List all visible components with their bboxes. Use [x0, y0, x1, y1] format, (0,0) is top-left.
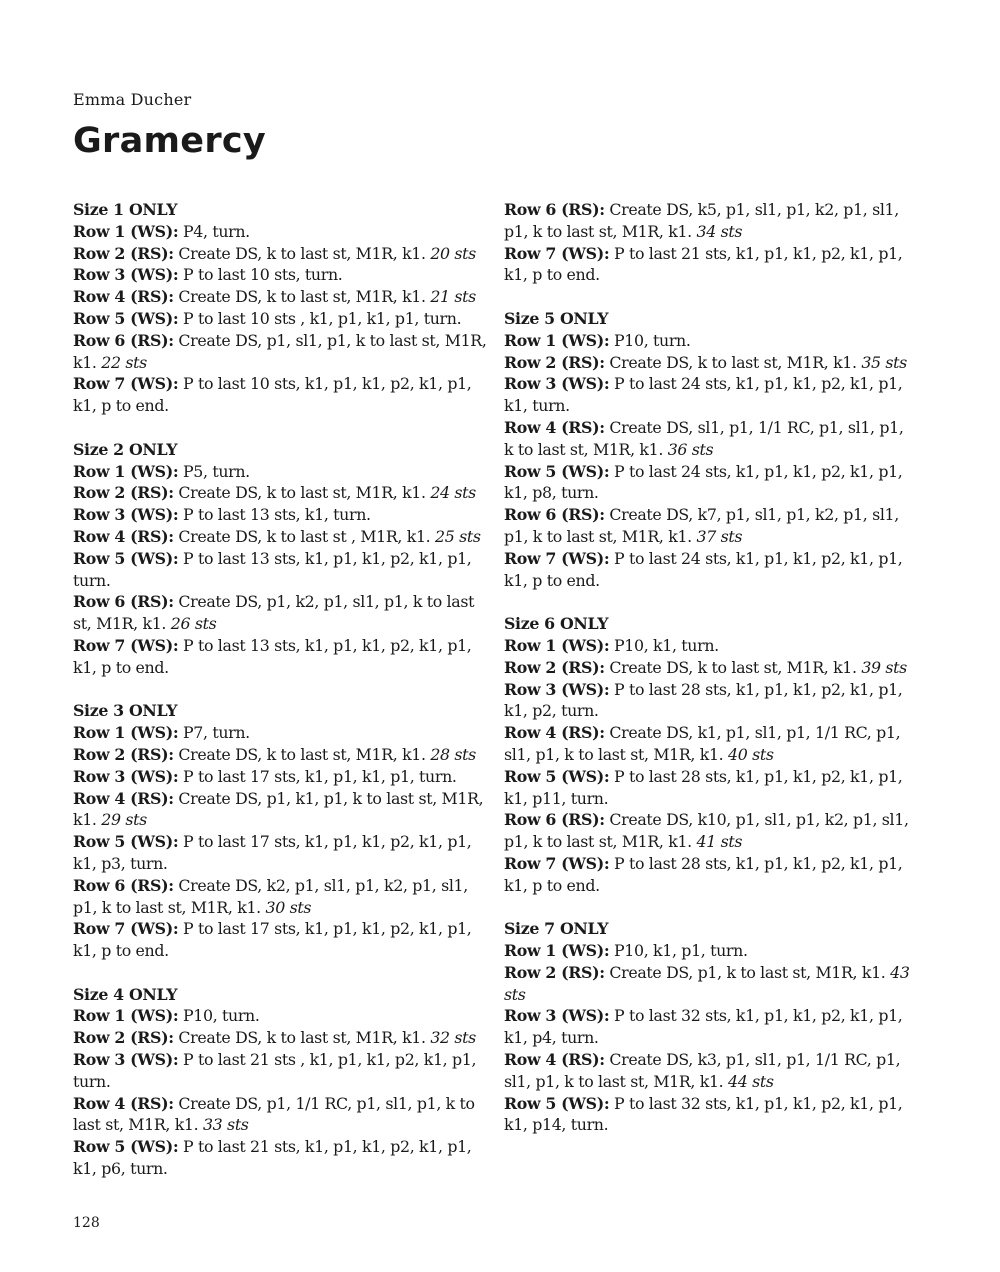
size-heading: Size 2 ONLY — [73, 439, 178, 459]
row-text: P to last 21 sts, k1, p1, k1, p2, k1, p1, k1, p6, turn. — [73, 1137, 472, 1179]
size-heading: Size 1 ONLY — [73, 200, 178, 219]
row-instruction — [504, 809, 914, 853]
row-instruction — [73, 482, 493, 504]
row-instruction — [73, 330, 493, 374]
row-text: P to last 28 sts, k1, p1, k1, p2, k1, p1, k1, p2, turn. — [504, 679, 903, 721]
row-instruction — [504, 504, 914, 548]
row-label: Row 4 (RS): — [73, 287, 174, 307]
page-number: 128 — [73, 1215, 100, 1231]
row-text: P5, turn. — [178, 461, 250, 481]
size-heading: Size 5 ONLY — [504, 308, 609, 328]
row-text: P10, turn. — [609, 330, 691, 350]
row-label: Row 4 (RS): — [504, 1050, 605, 1070]
row-instruction — [73, 744, 493, 766]
stitch-count: 44 sts — [728, 1071, 774, 1091]
row-label: Row 5 (WS): — [73, 308, 179, 328]
right-column — [504, 199, 914, 1158]
row-label: Row 4 (RS): — [73, 1093, 174, 1113]
stitch-count: 40 sts — [728, 744, 774, 764]
row-label: Row 6 (RS): — [73, 592, 174, 612]
row-label: Row 2 (RS): — [504, 352, 605, 372]
size-section — [73, 439, 493, 679]
row-instruction — [504, 679, 914, 723]
row-text: P to last 24 sts, k1, p1, k1, p2, k1, p1, k1, turn. — [504, 374, 903, 416]
row-label: Row 3 (WS): — [504, 1006, 610, 1026]
row-text: P to last 10 sts, turn. — [178, 265, 343, 285]
size-section — [504, 308, 914, 591]
stitch-count: 35 sts — [861, 352, 907, 372]
row-instruction — [73, 373, 493, 417]
row-instruction — [73, 591, 493, 635]
row-label: Row 7 (WS): — [73, 919, 179, 939]
left-column — [73, 199, 493, 1202]
row-text: Create DS, k7, p1, sl1, p1, k2, p1, sl1, p1, k to last st, M1R, k1. — [504, 505, 899, 546]
row-instruction — [73, 1136, 493, 1180]
stitch-count: 30 sts — [265, 897, 312, 917]
row-label: Row 3 (WS): — [73, 265, 179, 285]
row-instruction — [73, 526, 493, 548]
row-label: Row 6 (RS): — [504, 200, 605, 219]
stitch-count: 26 sts — [170, 614, 217, 634]
row-label: Row 2 (RS): — [73, 243, 174, 263]
row-instruction — [73, 308, 493, 330]
row-label: Row 1 (WS): — [73, 723, 179, 743]
row-text: Create DS, k to last st, M1R, k1. — [173, 483, 431, 503]
row-label: Row 4 (RS): — [73, 788, 174, 808]
row-instruction — [73, 788, 493, 832]
row-instruction — [73, 1049, 493, 1093]
row-text: Create DS, p1, k1, p1, k to last st, M1R, k1. — [73, 788, 484, 830]
size-section — [73, 199, 493, 417]
row-label: Row 3 (WS): — [504, 374, 610, 394]
row-instruction — [73, 264, 493, 286]
row-instruction — [73, 875, 493, 919]
size-heading: Size 4 ONLY — [73, 984, 178, 1004]
row-text: Create DS, k to last st , M1R, k1. — [173, 526, 436, 546]
row-text: Create DS, k to last st, M1R, k1. — [173, 1028, 431, 1048]
row-text: P to last 21 sts, k1, p1, k1, p2, k1, p1, k1, p to end. — [504, 243, 903, 285]
row-instruction — [504, 417, 914, 461]
row-instruction — [504, 352, 914, 374]
row-label: Row 2 (RS): — [504, 962, 605, 982]
row-text: P10, k1, p1, turn. — [609, 941, 748, 961]
row-label: Row 1 (WS): — [73, 461, 179, 481]
row-label: Row 4 (RS): — [73, 526, 174, 546]
stitch-count: 21 sts — [430, 287, 476, 307]
row-instruction — [504, 853, 914, 897]
row-label: Row 4 (RS): — [504, 417, 605, 437]
row-text: Create DS, p1, k to last st, M1R, k1. — [604, 962, 891, 982]
row-text: P to last 17 sts, k1, p1, k1, p2, k1, p1, k1, p to end. — [73, 919, 472, 961]
row-instruction — [504, 243, 914, 287]
stitch-count: 39 sts — [861, 657, 907, 677]
row-label: Row 2 (RS): — [73, 1028, 174, 1048]
stitch-count: 24 sts — [430, 483, 476, 503]
row-text: Create DS, k10, p1, sl1, p1, k2, p1, sl1, p1, k to last st, M1R, k1. — [504, 810, 909, 852]
row-label: Row 7 (WS): — [73, 635, 179, 655]
row-text: P10, k1, turn. — [609, 635, 719, 655]
row-label: Row 5 (WS): — [504, 766, 610, 786]
row-instruction — [73, 918, 493, 962]
row-text: Create DS, k to last st, M1R, k1. — [173, 243, 431, 263]
row-label: Row 6 (RS): — [504, 810, 605, 830]
row-instruction — [73, 461, 493, 483]
size-section — [73, 700, 493, 962]
stitch-count: 25 sts — [435, 526, 481, 546]
row-text: Create DS, k to last st, M1R, k1. — [604, 657, 862, 677]
row-label: Row 1 (WS): — [73, 221, 179, 241]
row-label: Row 5 (WS): — [504, 1093, 610, 1113]
row-text: Create DS, k3, p1, sl1, p1, 1/1 RC, p1, sl1, p1, k to last st, M1R, k1. — [504, 1050, 901, 1091]
row-text: P to last 24 sts, k1, p1, k1, p2, k1, p1, k1, p8, turn. — [504, 461, 903, 503]
row-instruction — [504, 373, 914, 417]
row-label: Row 4 (RS): — [504, 723, 605, 743]
row-instruction — [504, 1005, 914, 1049]
row-text: P to last 21 sts , k1, p1, k1, p2, k1, p1, turn. — [73, 1050, 477, 1091]
row-label: Row 7 (WS): — [504, 853, 610, 873]
row-label: Row 6 (RS): — [504, 505, 605, 525]
row-label: Row 5 (WS): — [73, 832, 179, 852]
row-label: Row 7 (WS): — [504, 548, 610, 568]
stitch-count: 20 sts — [430, 243, 476, 263]
row-label: Row 2 (RS): — [73, 744, 174, 764]
row-text: Create DS, k to last st, M1R, k1. — [173, 744, 431, 764]
row-instruction — [73, 831, 493, 875]
row-text: P to last 10 sts , k1, p1, k1, p1, turn. — [178, 308, 462, 328]
row-label: Row 3 (WS): — [73, 505, 179, 525]
row-instruction — [73, 635, 493, 679]
stitch-count: 22 sts — [101, 352, 147, 372]
stitch-count: 29 sts — [101, 810, 147, 830]
row-instruction — [73, 548, 493, 592]
row-instruction — [504, 199, 914, 243]
row-label: Row 6 (RS): — [73, 330, 174, 350]
row-instruction — [73, 1005, 493, 1027]
row-text: P to last 32 sts, k1, p1, k1, p2, k1, p1, k1, p14, turn. — [504, 1093, 903, 1135]
row-instruction — [504, 766, 914, 810]
row-instruction — [73, 766, 493, 788]
size-section — [504, 199, 914, 286]
row-label: Row 2 (RS): — [73, 483, 174, 503]
row-text: Create DS, p1, sl1, p1, k to last st, M1R, k1. — [73, 330, 487, 372]
row-text: P to last 28 sts, k1, p1, k1, p2, k1, p1, k1, p11, turn. — [504, 766, 903, 808]
row-text: Create DS, k1, p1, sl1, p1, 1/1 RC, p1, sl1, p1, k to last st, M1R, k1. — [504, 723, 901, 764]
stitch-count: 32 sts — [430, 1028, 476, 1048]
stitch-count: 36 sts — [667, 439, 714, 459]
row-text: Create DS, k5, p1, sl1, p1, k2, p1, sl1, p1, k to last st, M1R, k1. — [504, 200, 899, 241]
row-text: P10, turn. — [178, 1006, 260, 1026]
pattern-title: Gramercy — [73, 121, 267, 161]
size-section — [504, 613, 914, 896]
row-text: Create DS, k to last st, M1R, k1. — [173, 287, 431, 307]
row-text: Create DS, p1, k2, p1, sl1, p1, k to last st, M1R, k1. — [73, 592, 475, 634]
row-text: P to last 32 sts, k1, p1, k1, p2, k1, p1, k1, p4, turn. — [504, 1006, 903, 1048]
row-instruction — [504, 940, 914, 962]
row-label: Row 6 (RS): — [73, 875, 174, 895]
row-instruction — [73, 1093, 493, 1137]
row-label: Row 2 (RS): — [504, 657, 605, 677]
row-text: Create DS, k2, p1, sl1, p1, k2, p1, sl1, p1, k to last st, M1R, k1. — [73, 875, 468, 917]
row-label: Row 3 (WS): — [504, 679, 610, 699]
row-instruction — [73, 722, 493, 744]
row-label: Row 5 (WS): — [504, 461, 610, 481]
stitch-count: 34 sts — [696, 221, 743, 241]
row-label: Row 3 (WS): — [73, 1050, 179, 1070]
row-label: Row 1 (WS): — [504, 941, 610, 961]
row-label: Row 7 (WS): — [504, 243, 610, 263]
row-label: Row 7 (WS): — [73, 374, 179, 394]
row-instruction — [504, 635, 914, 657]
row-instruction — [504, 1093, 914, 1137]
row-instruction — [504, 548, 914, 592]
row-instruction — [73, 286, 493, 308]
author-name: Emma Ducher — [73, 90, 192, 109]
row-text: P7, turn. — [178, 723, 250, 743]
row-instruction — [504, 722, 914, 766]
row-label: Row 5 (WS): — [73, 548, 179, 568]
stitch-count: 41 sts — [696, 832, 743, 852]
row-text: P to last 10 sts, k1, p1, k1, p2, k1, p1, k1, p to end. — [73, 374, 472, 416]
row-text: P to last 13 sts, k1, p1, k1, p2, k1, p1, k1, p to end. — [73, 635, 472, 677]
stitch-count: 28 sts — [430, 744, 476, 764]
row-instruction — [504, 962, 914, 1006]
row-text: Create DS, sl1, p1, 1/1 RC, p1, sl1, p1, k to last st, M1R, k1. — [504, 417, 904, 459]
row-text: P to last 17 sts, k1, p1, k1, p1, turn. — [178, 766, 457, 786]
row-label: Row 1 (WS): — [73, 1006, 179, 1026]
row-instruction — [504, 1049, 914, 1093]
row-instruction — [504, 330, 914, 352]
row-text: P to last 13 sts, k1, turn. — [178, 505, 371, 525]
size-section — [73, 984, 493, 1180]
row-instruction — [504, 657, 914, 679]
size-heading: Size 3 ONLY — [73, 701, 178, 721]
row-label: Row 1 (WS): — [504, 635, 610, 655]
row-label: Row 1 (WS): — [504, 330, 610, 350]
size-section — [504, 918, 914, 1136]
stitch-count: 33 sts — [202, 1115, 249, 1135]
row-text: Create DS, k to last st, M1R, k1. — [604, 352, 862, 372]
row-instruction — [504, 461, 914, 505]
row-text: P to last 28 sts, k1, p1, k1, p2, k1, p1, k1, p to end. — [504, 853, 903, 895]
stitch-count: 43 sts — [504, 962, 910, 1004]
row-text: P to last 13 sts, k1, p1, k1, p2, k1, p1, turn. — [73, 548, 472, 590]
row-text: P4, turn. — [178, 221, 250, 241]
row-instruction — [73, 1027, 493, 1049]
stitch-count: 37 sts — [696, 526, 743, 546]
row-text: P to last 17 sts, k1, p1, k1, p2, k1, p1, k1, p3, turn. — [73, 832, 472, 873]
row-text: P to last 24 sts, k1, p1, k1, p2, k1, p1, k1, p to end. — [504, 548, 903, 590]
row-text: Create DS, p1, 1/1 RC, p1, sl1, p1, k to last st, M1R, k1. — [73, 1093, 475, 1135]
row-label: Row 5 (WS): — [73, 1137, 179, 1157]
row-label: Row 3 (WS): — [73, 766, 179, 786]
row-instruction — [73, 504, 493, 526]
row-instruction — [73, 243, 493, 265]
size-heading: Size 6 ONLY — [504, 614, 609, 634]
row-instruction — [73, 221, 493, 243]
size-heading: Size 7 ONLY — [504, 919, 609, 939]
